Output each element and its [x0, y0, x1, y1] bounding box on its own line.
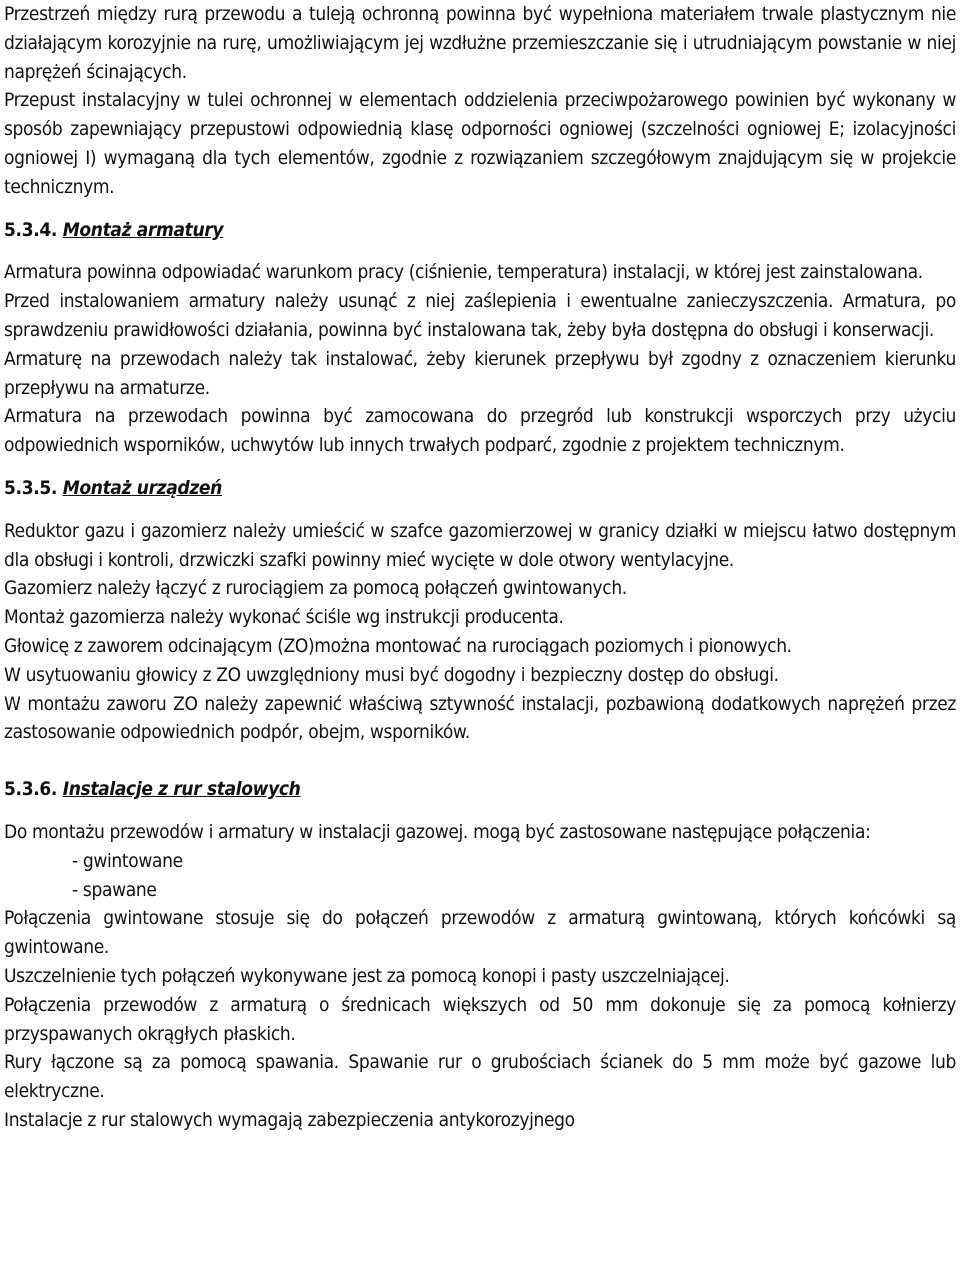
- list-item: - spawane: [72, 878, 157, 901]
- section-heading-5-3-4: [4, 216, 956, 245]
- paragraph: Połączenia przewodów z armaturą o średnicach większych od 50 mm dokonuje się za pomocą kołnierzy przyspawanych okrągłych płaskich.: [4, 993, 956, 1045]
- paragraph: Reduktor gazu i gazomierz należy umieścić w szafce gazomierzowej w granicy działki w miejscu łatwo dostępnym dla obsługi i kontroli, drzwiczki szafki powinny mieć wycięte w dole otwory wentylacyjne.: [4, 519, 956, 571]
- paragraph: Gazomierz należy łączyć z rurociągiem za pomocą połączeń gwintowanych.: [4, 577, 627, 600]
- paragraph: Głowicę z zaworem odcinającym (ZO)można montować na rurociągach poziomych i pionowych.: [4, 634, 792, 657]
- section-title: Montaż urządzeń: [62, 476, 222, 499]
- paragraph: Połączenia gwintowane stosuje się do połączeń przewodów z armaturą gwintowaną, których końcówki są gwintowane.: [4, 907, 956, 959]
- paragraph: Montaż gazomierza należy wykonać ściśle wg instrukcji producenta.: [4, 606, 564, 629]
- paragraph: W usytuowaniu głowicy z ZO uwzględniony musi być dogodny i bezpieczny dostęp do obsługi.: [4, 663, 779, 686]
- paragraph: Przepust instalacyjny w tulei ochronnej w elementach oddzielenia przeciwpożarowego powinien być wykonany w sposób zapewniający przepustowi odpowiednią klasę odporności ogniowej (szczelności ogniowej E; izolacyjności ogniowej I) wymaganą dla tych elementów, zgodnie z rozwiązaniem szczegółowym znajdującym się w projekcie technicznym.: [4, 89, 956, 198]
- paragraph: Armaturę na przewodach należy tak instalować, żeby kierunek przepływu był zgodny z oznaczeniem kierunku przepływu na armaturze.: [4, 347, 956, 399]
- paragraph: W montażu zaworu ZO należy zapewnić właściwą sztywność instalacji, pozbawioną dodatkowych naprężeń przez zastosowanie odpowiednich podpór, obejm, wsporników.: [4, 692, 956, 744]
- paragraph: Rury łączone są za pomocą spawania. Spawanie rur o grubościach ścianek do 5 mm może być gazowe lub elektryczne.: [4, 1051, 956, 1103]
- paragraph: Przestrzeń między rurą przewodu a tuleją ochronną powinna być wypełniona materiałem trwale plastycznym nie działającym korozyjnie na rurę, umożliwiającym jej wzdłużne przemieszczanie się i utrudniającym powstanie w niej naprężeń ścinających.: [4, 3, 956, 83]
- list-item: - gwintowane: [72, 849, 183, 872]
- paragraph: Przed instalowaniem armatury należy usunąć z niej zaślepienia i ewentualne zanieczyszczenia. Armatura, po sprawdzeniu prawidłowości działania, powinna być instalowana tak, żeby była dostępna do obsługi i konserwacji.: [4, 290, 956, 341]
- section-title: Montaż armatury: [62, 218, 224, 241]
- section-heading-5-3-5: [4, 474, 956, 503]
- paragraph: Instalacje z rur stalowych wymagają zabezpieczenia antykorozyjnego: [4, 1108, 575, 1131]
- section-title: Instalacje z rur stalowych: [62, 778, 301, 801]
- paragraph: Do montażu przewodów i armatury w instalacji gazowej. mogą być zastosowane następujące połączenia:: [4, 820, 871, 843]
- section-heading-5-3-6: [4, 775, 956, 804]
- paragraph: Armatura na przewodach powinna być zamocowana do przegród lub konstrukcji wsporczych przy użyciu odpowiednich wsporników, uchwytów lub innych trwałych podparć, zgodnie z projektem technicznym.: [4, 405, 956, 457]
- paragraph: Uszczelnienie tych połączeń wykonywane jest za pomocą konopi i pasty uszczelniającej.: [4, 964, 730, 987]
- section-number: 5.3.6.: [4, 778, 58, 801]
- document-page: [4, 0, 956, 1135]
- section-number: 5.3.5.: [4, 476, 58, 499]
- section-number: 5.3.4.: [4, 218, 58, 241]
- paragraph: Armatura powinna odpowiadać warunkom pracy (ciśnienie, temperatura) instalacji, w której jest zainstalowana.: [4, 261, 923, 284]
